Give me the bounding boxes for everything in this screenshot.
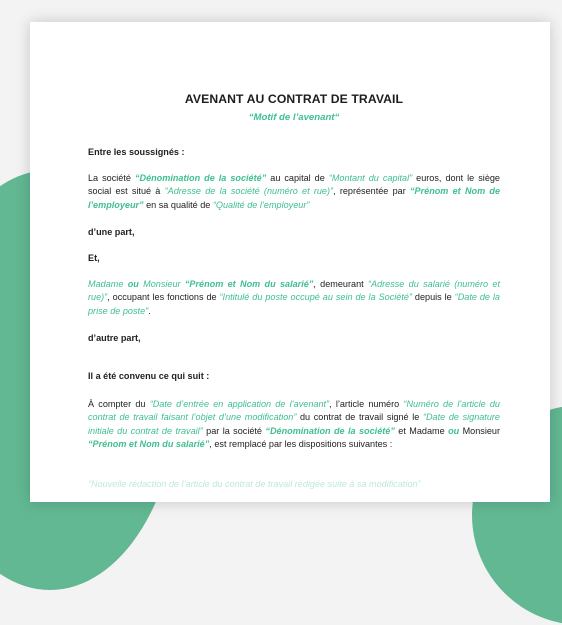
text: , représentée par [333, 186, 410, 197]
or-word: ou [127, 278, 139, 289]
employee-name-placeholder: “Prénom et Nom du salarié” [184, 278, 314, 289]
company-paragraph [88, 172, 500, 213]
text: , est remplacé par les dispositions suivantes : [209, 439, 393, 450]
or-word: ou [448, 425, 460, 436]
text: . [148, 305, 151, 316]
signature-date-placeholder: “Date de signature initiale du contrat de travail” [88, 412, 500, 436]
text: Monsieur [459, 425, 501, 436]
job-title-placeholder: “Intitulé du poste occupé au sein de la Société” [219, 292, 412, 303]
second-party-label: d’autre part, [88, 333, 141, 344]
article-number-placeholder: “Numéro de l’article du contrat de travail faisant l’objet d’une modification” [88, 398, 500, 423]
text: au capital de [266, 172, 329, 183]
employee-paragraph [88, 278, 500, 319]
company-name-placeholder: “Dénomination de la société” [134, 172, 267, 183]
employer-name-placeholder: “Prénom et Nom de l’employeur” [88, 186, 501, 210]
text: depuis le [411, 292, 455, 303]
text: euros, dont le siège social est situé à [88, 172, 500, 197]
parties-heading: Entre les soussignés : [88, 147, 185, 157]
text: Monsieur [138, 278, 185, 289]
agreement-heading: Il a été convenu ce qui suit : [88, 370, 210, 381]
text: du contrat de travail signé le [296, 412, 423, 423]
start-date-placeholder: “Date de la prise de poste” [88, 292, 500, 316]
text: , demeurant [313, 278, 368, 289]
document-page [30, 22, 550, 502]
effective-date-placeholder: “Date d’entrée en application de l’avenant” [149, 398, 330, 409]
text: , occupant les fonctions de [107, 292, 220, 303]
document-title: AVENANT AU CONTRAT DE TRAVAIL [184, 92, 404, 106]
employee-name-placeholder: “Prénom et Nom du salarié” [88, 439, 210, 450]
text: par la société [202, 425, 266, 436]
text: et Madame [394, 425, 449, 436]
text: , l’article numéro [329, 398, 404, 409]
company-address-placeholder: “Adresse de la société (numéro et rue)” [164, 186, 334, 197]
document-content [88, 92, 500, 492]
first-party-label: d’une part, [88, 227, 135, 238]
amendment-paragraph [88, 398, 500, 452]
text: La société [88, 172, 135, 183]
and-label: Et, [88, 252, 100, 263]
capital-placeholder: “Montant du capital” [328, 172, 413, 183]
text: À compter du [88, 398, 150, 409]
new-article-placeholder: “Nouvelle rédaction de l’article du contrat de travail rédigée suite à sa modification” [88, 478, 421, 489]
employee-address-placeholder: “Adresse du salarié (numéro et rue)” [88, 278, 500, 303]
text: en sa qualité de [143, 199, 213, 210]
document-subtitle: “Motif de l’avenant“ [248, 112, 340, 123]
employer-role-placeholder: “Qualité de l’employeur” [212, 199, 310, 210]
company-name-placeholder: “Dénomination de la société” [265, 425, 395, 436]
text: Madame [88, 278, 128, 289]
